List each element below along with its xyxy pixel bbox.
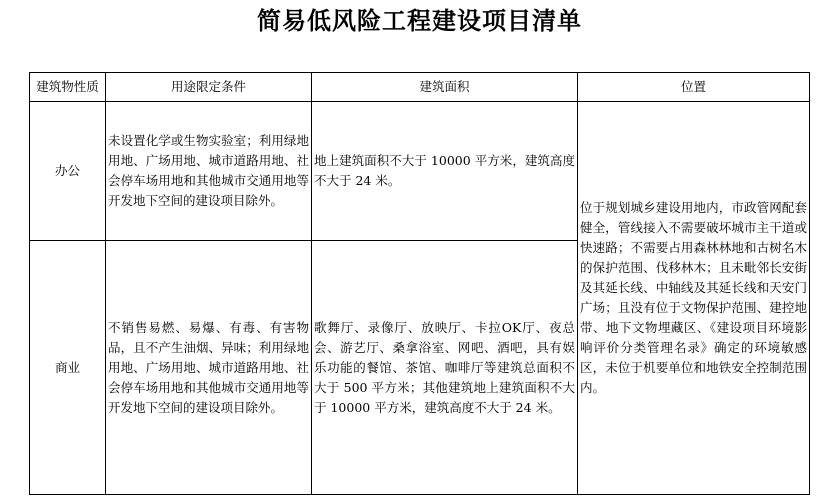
cell-type-office: 办公	[30, 102, 106, 241]
page-title: 简易低风险工程建设项目清单	[257, 7, 582, 35]
cell-type-commerce: 商业	[30, 241, 106, 495]
cell-area-commerce: 歌舞厅、录像厅、放映厅、卡拉OK厅、夜总会、游艺厅、桑拿浴室、网吧、酒吧，具有娱乐功能的餐馆、茶馆、咖啡厅等建筑总面积不大于 500 平方米；其他建筑地上建筑面积不大于 10000 平方米，建筑高度不大于 24 米。	[312, 241, 578, 495]
cell-location: 位于规划城乡建设用地内，市政管网配套健全，管线接入不需要破坏城市主干道或快速路；不需要占用森林林地和古树名木的保护范围、伐移林木；且未毗邻长安街及其延长线、中轴线及其延长线和天安门广场；且没有位于文物保护范围、建控地带、地下文物埋藏区、《建设项目环境影响评价分类管理名录》确定的环境敏感区，未位于机要单位和地铁安全控制范围内。	[578, 102, 810, 495]
header-usage-condition: 用途限定条件	[106, 73, 312, 102]
table-header-row	[30, 73, 810, 102]
cell-area-office: 地上建筑面积不大于 10000 平方米，建筑高度不大于 24 米。	[312, 102, 578, 241]
header-location: 位置	[578, 73, 810, 102]
header-building-area: 建筑面积	[312, 73, 578, 102]
table-row-office	[30, 102, 810, 241]
cell-condition-office: 未设置化学或生物实验室；利用绿地用地、广场用地、城市道路用地、社会停车场用地和其他城市交通用地等开发地下空间的建设项目除外。	[106, 102, 312, 241]
header-building-type: 建筑物性质	[30, 73, 106, 102]
cell-condition-commerce: 不销售易燃、易爆、有毒、有害物品，且不产生油烟、异味；利用绿地用地、广场用地、城市道路用地、社会停车场用地和其他城市交通用地等开发地下空间的建设项目除外。	[106, 241, 312, 495]
project-list-table	[29, 72, 810, 495]
